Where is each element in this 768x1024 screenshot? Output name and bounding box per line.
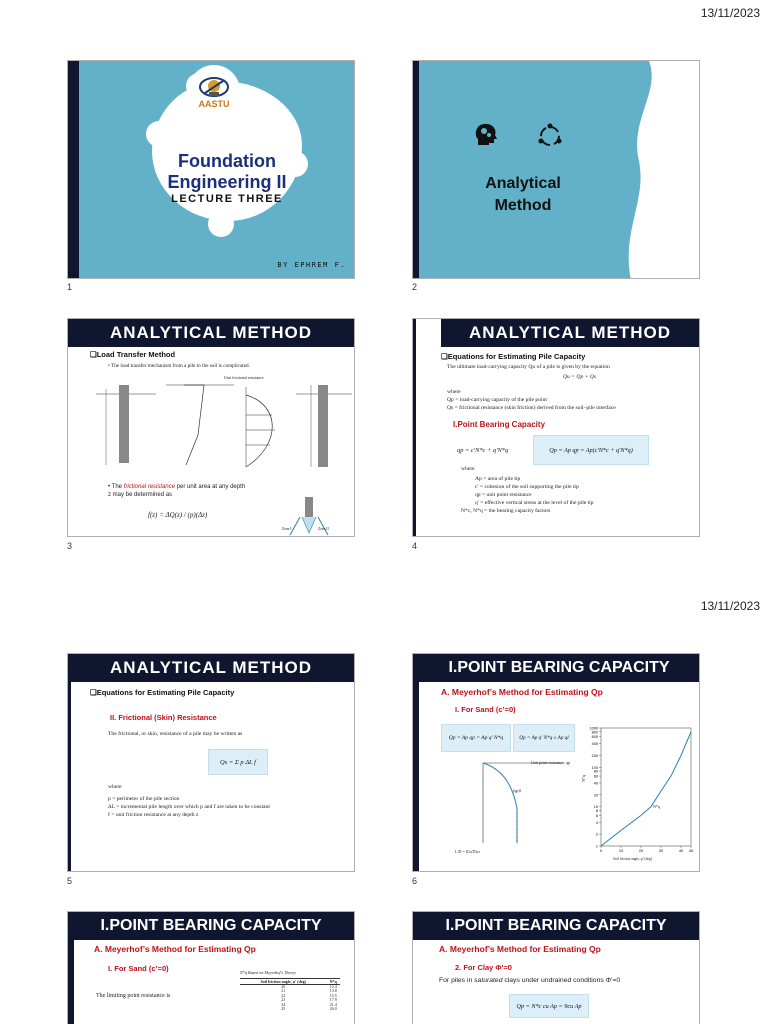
diagram-label: L/D = (Lb/D)cr [455, 849, 480, 854]
bullet-1: • The load transfer mechanism from a pile to the soil is complicated. [108, 363, 250, 369]
page-number: 1 [67, 282, 73, 292]
slide-title: I.POINT BEARING CAPACITY [419, 654, 699, 682]
friction-angle-cell: 20 [281, 984, 286, 989]
zone-label: Zone I [282, 527, 292, 531]
aastu-logo [188, 65, 240, 117]
skin-resistance-equation-box: Qs = Σ p ΔL f [208, 749, 268, 775]
table-row [240, 1007, 340, 1011]
slide-title: I.POINT BEARING CAPACITY [68, 912, 354, 940]
y-tick-label: 200 [591, 753, 598, 758]
friction-formula: f(z) = ΔQ(z) / (p)(Δz) [148, 511, 208, 519]
page-number: 6 [412, 876, 418, 886]
bullet-2-post: per unit area at any depth z may be determined as [108, 484, 246, 499]
diagram-label: (qp)l [513, 788, 521, 793]
nq-value-cell: 13.8 [329, 988, 337, 994]
intro-text: The frictional, or skin, resistance of a pile may be written as [108, 731, 243, 737]
slide-title: ANALYTICAL METHOD [68, 319, 354, 347]
x-tick-label: 30 [658, 849, 664, 853]
section-heading: II. Frictional (Skin) Resistance [110, 713, 217, 722]
page-number: 3 [67, 541, 73, 551]
y-tick-label: 4 [595, 820, 598, 825]
slide-5-skin-resistance[interactable] [67, 653, 355, 872]
method-heading: A. Meyerhof’s Method for Estimating Qp [439, 944, 601, 954]
page-number: 5 [67, 876, 73, 886]
x-tick-label: 45 [688, 849, 694, 853]
slide-heading: ❏Equations for Estimating Pile Capacity [90, 688, 235, 697]
table-header: N*q [329, 979, 337, 984]
date-middle: 13/11/2023 [700, 599, 760, 613]
definition: qp = unit point resistance [475, 492, 532, 498]
y-tick-label: 10 [593, 805, 598, 810]
page-number: 2 [412, 282, 418, 292]
slide-accent-bar [413, 61, 419, 278]
point-capacity-equation-box: Qp = Ap qp = Ap(c'N*c + q'N*q) [533, 435, 649, 465]
nq-value-cell: 21.4 [329, 1001, 337, 1007]
slide-heading: ❏Load Transfer Method [90, 350, 176, 359]
load-transfer-diagram [96, 375, 352, 479]
date-top: 13/11/2023 [700, 6, 760, 20]
nq-value-cell: 15.5 [329, 992, 337, 998]
nq-value-cell: 17.9 [329, 997, 337, 1003]
y-tick-label: 800 [591, 730, 598, 735]
y-tick-label: 40 [593, 781, 598, 786]
slide-accent-bar [68, 912, 74, 1024]
aastu-logo-icon [197, 73, 231, 99]
where-label: where [447, 389, 461, 395]
case-heading: I. For Sand (c’=0) [108, 964, 169, 973]
slide-title: ANALYTICAL METHOD [441, 319, 699, 347]
friction-angle-cell: 21 [281, 988, 286, 994]
diagram-label: Unit frictional resistance [224, 375, 264, 380]
clay-text-post: clays under undrained conditions Φ'=0 [502, 977, 621, 984]
title-line-2: Engineering II [167, 172, 287, 192]
method-heading: A. Meyerhof’s Method for Estimating Qp [94, 944, 256, 954]
chart-y-label: N*q [581, 775, 586, 782]
cycle-arrows-icon [537, 123, 563, 149]
friction-angle-cell: 23 [281, 997, 286, 1003]
x-tick-label: 20 [638, 849, 644, 853]
y-tick-label: 8 [595, 808, 598, 813]
chart-x-label: Soil friction angle, φ' (deg) [613, 857, 652, 861]
equation-box-1: Qp = Ap qp = Ap q' N*q [441, 724, 511, 752]
badge-scallop [146, 121, 172, 147]
y-tick-label: 600 [591, 735, 598, 740]
chart-curve-label: N*q [653, 804, 660, 809]
clay-text [439, 976, 620, 985]
case-heading: I. For Sand (c’=0) [455, 705, 516, 714]
y-tick-label: 6 [595, 813, 598, 818]
limiting-text: The limiting point resistance is [96, 993, 171, 999]
definition: ΔL = incremental pile length over which p and f are taken to be constant [108, 804, 270, 810]
equation-box-2: Qp = Ap q' N*q ≤ Ap ql [513, 724, 575, 752]
definition: f = unit friction resistance at any depth z [108, 812, 199, 818]
y-tick-label: 60 [593, 774, 598, 779]
slide-title: I.POINT BEARING CAPACITY [413, 912, 699, 940]
y-tick-label: 80 [593, 769, 598, 774]
slide-1-title-text [152, 151, 302, 206]
section-heading: I.Point Bearing Capacity [453, 420, 546, 429]
title-line-2: Method [494, 197, 552, 214]
clay-text-pre: For piles in [439, 977, 475, 984]
slide-1-title[interactable] [67, 60, 355, 279]
definition: p = perimeter of the pile section [108, 796, 180, 802]
logo-text: AASTU [198, 99, 230, 109]
slide-accent-bar [413, 654, 419, 871]
bullet-2-pre: The [111, 484, 124, 490]
slide-7-meyerhof-sand-table[interactable] [67, 911, 355, 1024]
nq-chart [579, 722, 697, 862]
head-gears-icon [473, 121, 499, 147]
slide-8-meyerhof-clay[interactable] [412, 911, 700, 1024]
wave-decoration [609, 61, 699, 279]
main-equation: Qu = Qp + Qs [563, 374, 597, 380]
table-title: N*q Based on Meyerhof's Theory [240, 970, 296, 975]
definition: c' = cohesion of the soil supporting the pile tip [475, 484, 579, 490]
page-number: 4 [412, 541, 418, 551]
case-heading: 2. For Clay Φ'=0 [455, 963, 512, 972]
unit-point-resistance-diagram [473, 758, 573, 848]
y-tick-label: 1 [595, 844, 598, 849]
friction-angle-cell: 25 [281, 1005, 286, 1011]
definition: q' = effective vertical stress at the level of the pile tip [475, 500, 594, 506]
table-header: Soil friction angle, φ' (deg) [260, 979, 306, 984]
definition: Ap = area of pile tip [475, 476, 521, 482]
slide-accent-bar [68, 61, 79, 278]
title-line-1: Analytical [485, 175, 561, 192]
author: BY EPHREM F. [277, 261, 346, 269]
bullet-1-text: The load transfer mechanism from a pile to the soil is complicated. [111, 363, 250, 369]
bullet-2: • The frictional resistance per unit area at any depth z may be determined as [108, 484, 246, 499]
slide-title: ANALYTICAL METHOD [68, 654, 354, 682]
title-line-1: Foundation [178, 151, 276, 171]
chart-frame [601, 728, 691, 846]
friction-angle-cell: 22 [281, 992, 286, 998]
diagram-label: Unit point resistance, qp [531, 760, 571, 765]
definition: Qs = frictional resistance (skin friction) derived from the soil–pile interface [447, 405, 616, 411]
slide-accent-bar [68, 654, 71, 871]
y-tick-label: 400 [591, 742, 598, 747]
slide-6-meyerhof-sand[interactable] [412, 653, 700, 872]
definition: N*c, N*q = the bearing capacity factors [461, 508, 551, 514]
intro-text: The ultimate load-carrying capacity Qu of a pile is given by the equation [447, 364, 610, 370]
where-label: where [108, 784, 122, 790]
bullet-2-highlight: frictional resistance [123, 484, 176, 490]
badge-scallop [208, 211, 234, 237]
clay-equation-box: Qp = N*c cu Ap = 9cu Ap [509, 994, 589, 1018]
nq-series-line [601, 732, 691, 846]
x-tick-label: 0 [599, 849, 603, 853]
zone-label: Zone II [318, 527, 329, 531]
definition: Qp = load-carrying capacity of the pile point [447, 397, 547, 403]
unit-point-equation: qp = c'N*c + q'N*q [457, 447, 509, 454]
slide-2-section[interactable] [412, 60, 700, 279]
y-tick-label: 1000 [589, 726, 598, 731]
nq-table [240, 978, 340, 1011]
nq-value-cell: 26.0 [329, 1005, 337, 1011]
nq-value-cell: 12.4 [329, 984, 337, 989]
clay-text-italic: saturated [474, 977, 503, 984]
slide-heading: ❏Equations for Estimating Pile Capacity [441, 352, 586, 361]
y-tick-label: 2 [595, 832, 598, 837]
where-label: where [461, 466, 475, 472]
slide-3-load-transfer[interactable] [67, 318, 355, 537]
friction-angle-cell: 24 [281, 1001, 286, 1007]
y-tick-label: 100 [591, 765, 598, 770]
x-tick-label: 40 [678, 849, 684, 853]
y-tick-label: 20 [593, 793, 598, 798]
slide-4-pile-capacity[interactable] [412, 318, 700, 537]
slide-2-title [453, 173, 593, 217]
subtitle: LECTURE THREE [171, 193, 283, 205]
slide-accent-bar [413, 319, 416, 536]
method-heading: A. Meyerhof’s Method for Estimating Qp [441, 687, 603, 697]
x-tick-label: 10 [618, 849, 624, 853]
